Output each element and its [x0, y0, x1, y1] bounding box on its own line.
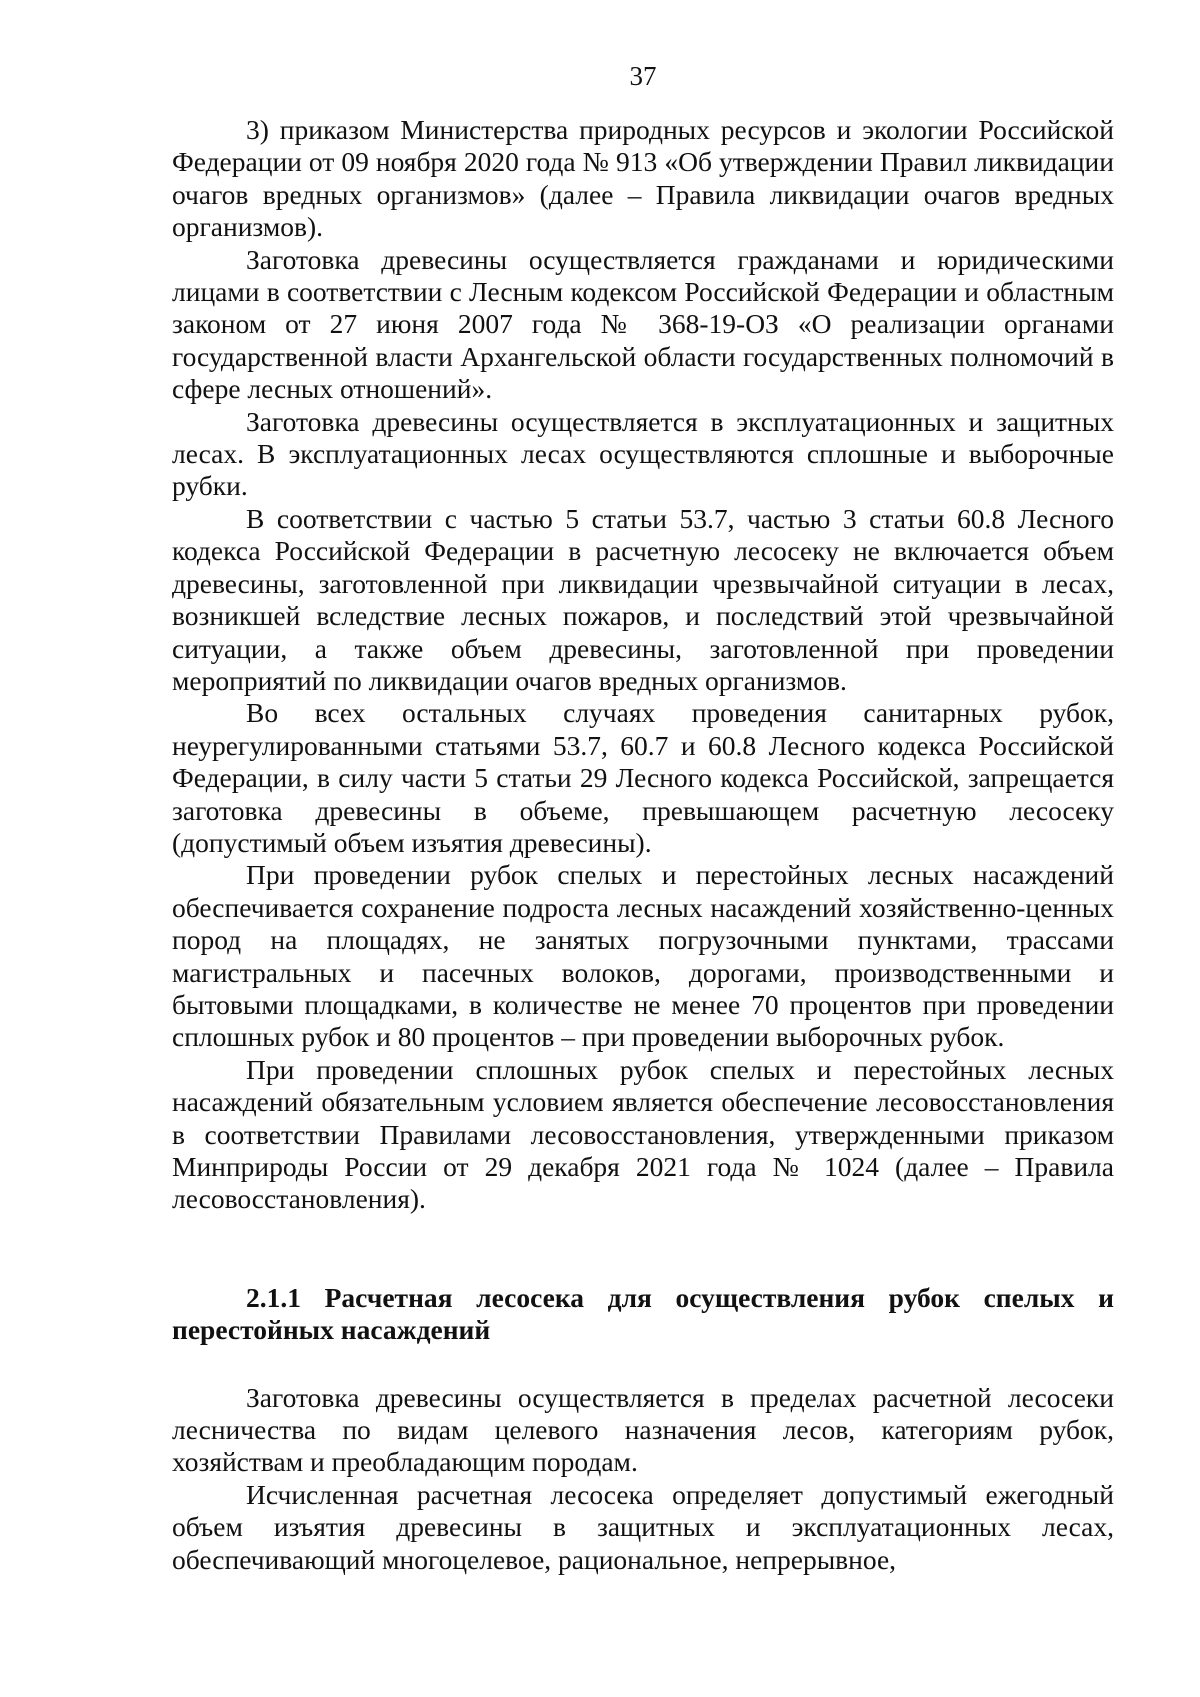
paragraph-sanitary-felling: Во всех остальных случаях проведения санитарных рубок, неурегулированными статьями 53.7, 60.7 и 60.8 Лесного кодекса Российской Федерации, в силу части 5 статьи 29 Лесного кодекса Российской, запрещается заготовка древесины в объеме, превышающем расчетную лесосеку (допустимый объем изъятия древесины).	[172, 697, 1114, 858]
paragraph-order-reference: 3) приказом Министерства природных ресурсов и экологии Российской Федерации от 09 ноября 2020 года № 913 «Об утверждении Правил ликвидации очагов вредных организмов» (далее – Правила ликвидации очагов вредных организмов).	[172, 114, 1114, 243]
section-heading: 2.1.1 Расчетная лесосека для осуществления рубок спелых и перестойных насаждений	[172, 1281, 1114, 1346]
paragraph-undergrowth-preservation: При проведении рубок спелых и перестойных лесных насаждений обеспечивается сохранение подроста лесных насаждений хозяйственно-ценных пород на площадях, не занятых погрузочными пунктами, трассами магистральных и пасечных волоков, дорогами, производственными и бытовыми площадками, в количестве не менее 70 процентов при проведении сплошных рубок и 80 процентов – при проведении выборочных рубок.	[172, 859, 1114, 1053]
paragraph-allowable-cut-definition: Исчисленная расчетная лесосека определяет допустимый ежегодный объем изъятия древесины в защитных и эксплуатационных лесах, обеспечивающий многоцелевое, рациональное, непрерывное,	[172, 1478, 1114, 1575]
paragraph-excluded-volume: В соответствии с частью 5 статьи 53.7, частью 3 статьи 60.8 Лесного кодекса Российской Федерации в расчетную лесосеку не включается объем древесины, заготовленной при ликвидации чрезвычайной ситуации в лесах, возникшей вследствие лесных пожаров, и последствий этой чрезвычайной ситуации, а также объем древесины, заготовленной при проведении мероприятий по ликвидации очагов вредных организмов.	[172, 502, 1114, 696]
paragraph-allowable-cut-scope: Заготовка древесины осуществляется в пределах расчетной лесосеки лесничества по видам целевого назначения лесов, категориям рубок, хозяйствам и преобладающим породам.	[172, 1381, 1114, 1478]
paragraph-harvesting-forest-types: Заготовка древесины осуществляется в эксплуатационных и защитных лесах. В эксплуатационных лесах осуществляются сплошные и выборочные рубки.	[172, 405, 1114, 502]
paragraph-reforestation-condition: При проведении сплошных рубок спелых и перестойных лесных насаждений обязательным условием является обеспечение лесовосстановления в соответствии Правилами лесовосстановления, утвержденными приказом Минприроды России от 29 декабря 2021 года № 1024 (далее – Правила лесовосстановления).	[172, 1053, 1114, 1215]
document-page	[172, 60, 1114, 1576]
paragraph-harvesting-legal-basis: Заготовка древесины осуществляется гражданами и юридическими лицами в соответствии с Лесным кодексом Российской Федерации и областным законом от 27 июня 2007 года № 368-19-ОЗ «О реализации органами государственной власти Архангельской области государственных полномочий в сфере лесных отношений».	[172, 243, 1114, 405]
page-number: 37	[629, 61, 657, 91]
